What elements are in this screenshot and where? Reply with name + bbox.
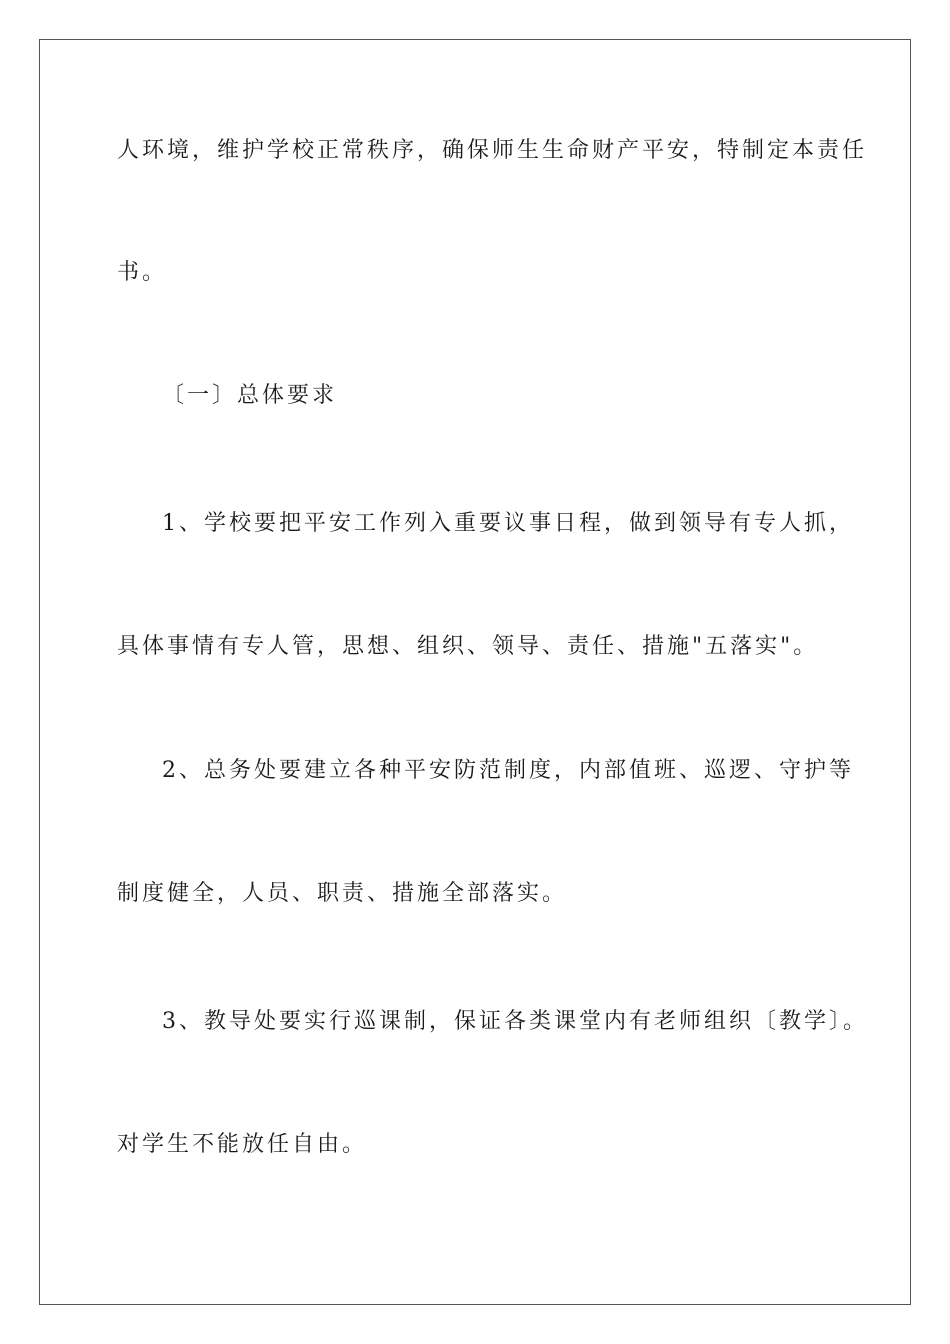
paragraph-line: 书。 [117,260,168,285]
paragraph-line: 人环境，维护学校正常秩序，确保师生生命财产平安，特制定本责任 [117,138,868,163]
paragraph-line: 对学生不能放任自由。 [117,1132,368,1157]
section-heading: 〔一〕总体要求 [162,383,338,408]
paragraph-line: 3、教导处要实行巡课制，保证各类课堂内有老师组织〔教学〕。 [162,1009,868,1034]
paragraph-line: 1、学校要把平安工作列入重要议事日程，做到领导有专人抓， [162,511,854,536]
paragraph-line: 2、总务处要建立各种平安防范制度，内部值班、巡逻、守护等 [162,758,854,783]
paragraph-line: 具体事情有专人管，思想、组织、领导、责任、措施"五落实"。 [117,634,819,659]
paragraph-line: 制度健全，人员、职责、措施全部落实。 [117,881,568,906]
page-border [39,39,911,1305]
